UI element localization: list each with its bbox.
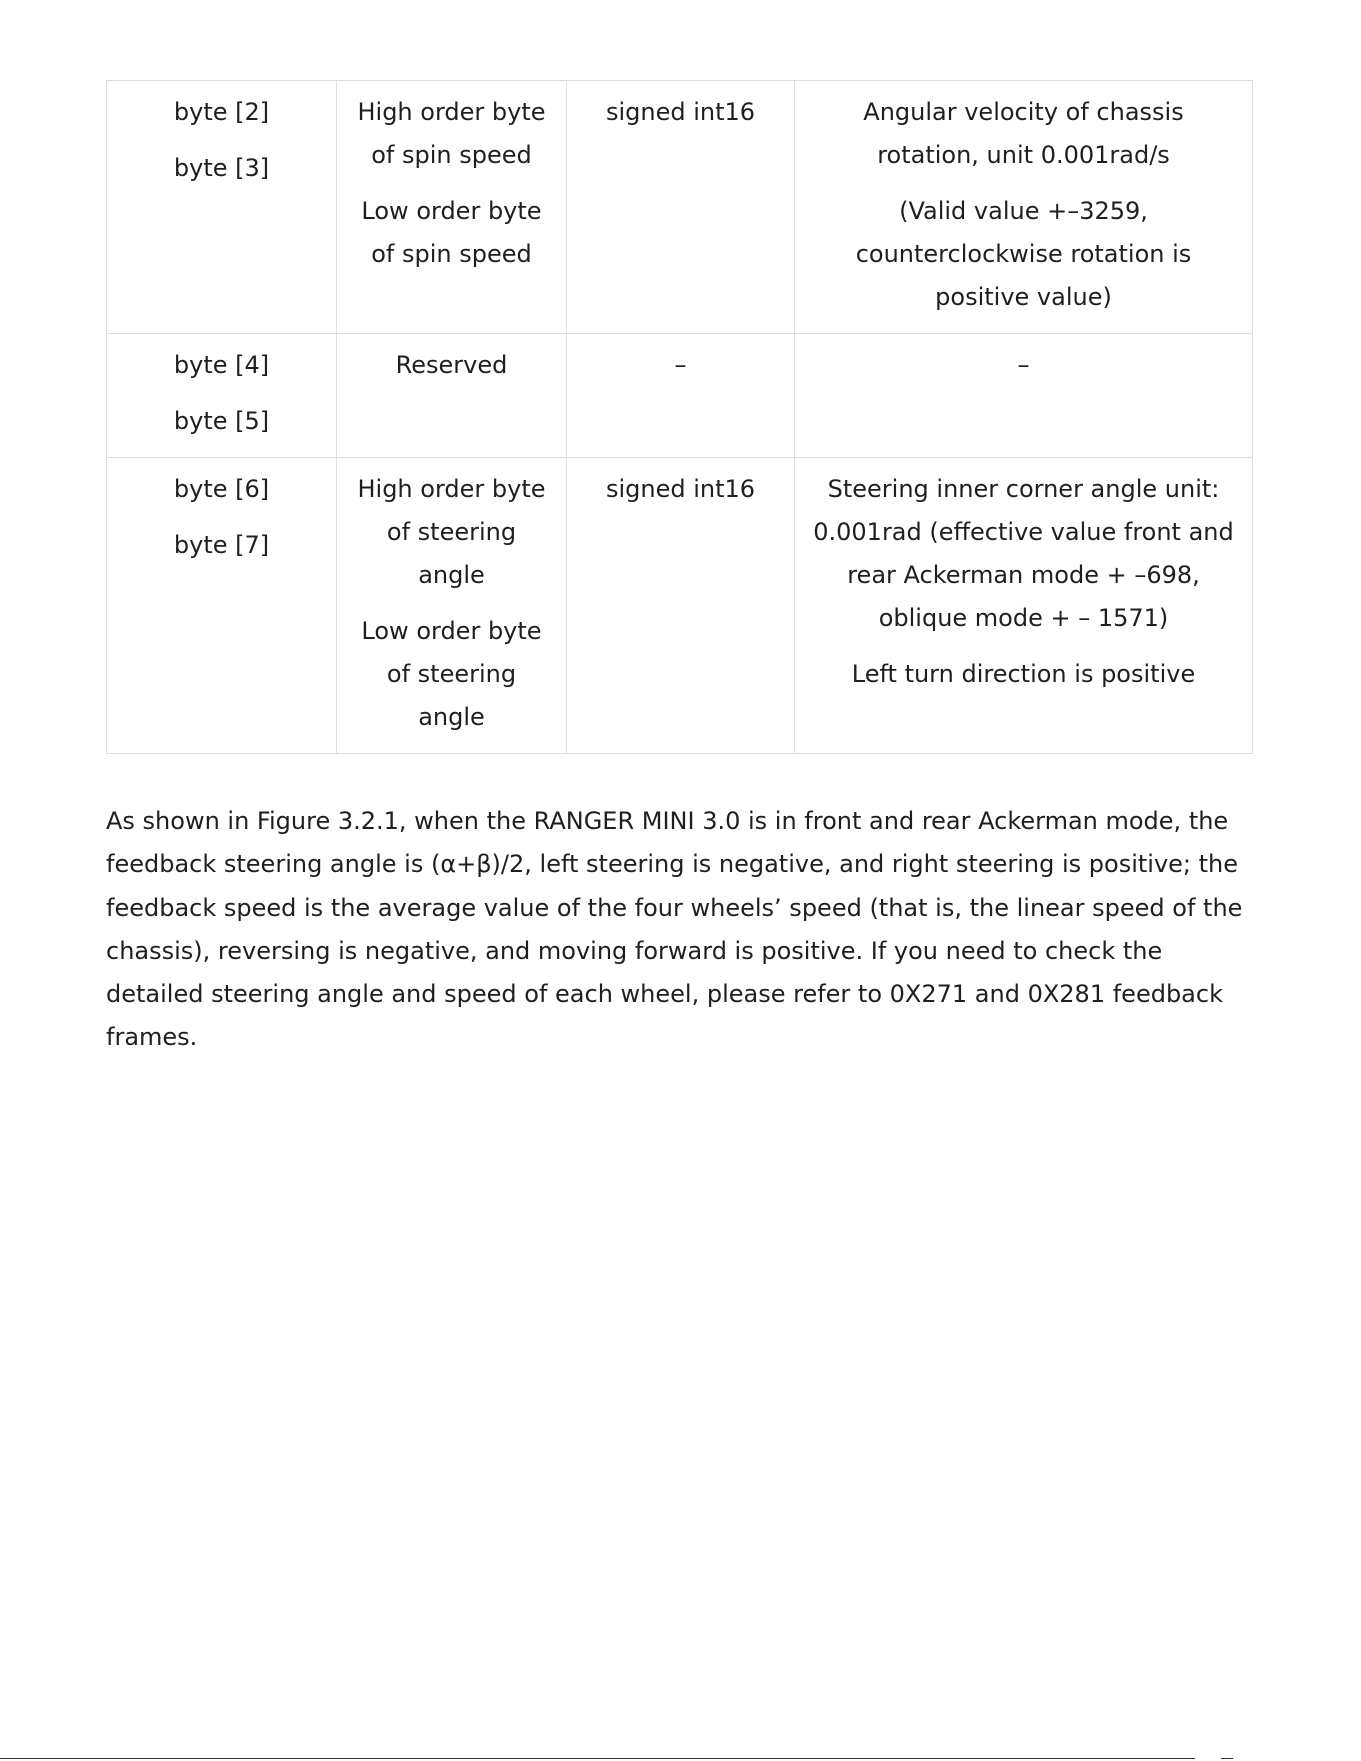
byte-label: byte [6] [173,475,270,503]
spec-table [106,80,1253,754]
field-text: Low order byte of steering angle [361,617,542,731]
type-cell [567,458,795,754]
type-text: signed int16 [605,98,756,126]
type-cell [567,334,795,458]
field-text: High order byte of spin speed [357,98,546,169]
field-cell [337,334,567,458]
description-text: Left turn direction is positive [851,660,1196,688]
table-row [107,81,1253,334]
description-cell [795,81,1253,334]
byte-cell [107,81,337,334]
byte-cell [107,458,337,754]
description-cell [795,458,1253,754]
footer-mark [1221,1758,1233,1759]
type-text: signed int16 [605,475,756,503]
byte-label: byte [4] [173,351,270,379]
description-cell [795,334,1253,458]
description-text: Steering inner corner angle unit: 0.001rad (effective value front and rear Ackerman mode + –698, oblique mode + – 1571) [813,475,1234,632]
byte-label: byte [3] [173,154,270,182]
field-cell [337,81,567,334]
type-text: – [674,351,687,379]
footer-rule [0,1758,1195,1759]
type-cell [567,81,795,334]
table-row [107,334,1253,458]
byte-label: byte [2] [173,98,270,126]
byte-cell [107,334,337,458]
field-text: Reserved [395,351,508,379]
description-text: Angular velocity of chassis rotation, unit 0.001rad/s [863,98,1184,169]
field-cell [337,458,567,754]
byte-label: byte [5] [173,407,270,435]
byte-label: byte [7] [173,531,270,559]
table-row [107,458,1253,754]
description-text: – [1017,351,1030,379]
field-text: Low order byte of spin speed [361,197,542,268]
description-text: (Valid value +–3259, counterclockwise rotation is positive value) [855,197,1192,311]
body-paragraph: As shown in Figure 3.2.1, when the RANGER MINI 3.0 is in front and rear Ackerman mode, the feedback steering angle is (α+β)/2, left steering is negative, and right steering is positive; the feedback speed is the average value of the four wheels’ speed (that is, the linear speed of the chassis), reversing is negative, and moving forward is positive. If you need to check the detailed steering angle and speed of each wheel, please refer to 0X271 and 0X281 feedback frames. [106,807,1243,1052]
field-text: High order byte of steering angle [357,475,546,589]
